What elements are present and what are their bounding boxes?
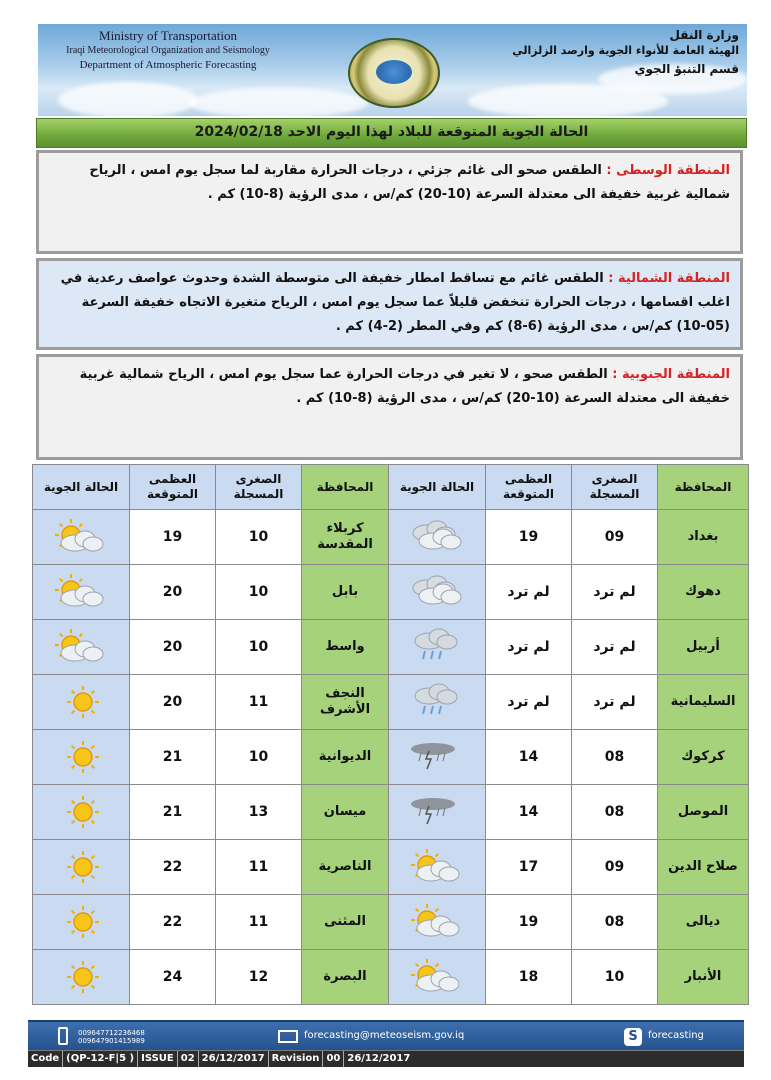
header-min-left: الصغرى المسجلة <box>216 465 302 510</box>
max-temp-cell: 14 <box>486 785 572 840</box>
phone-icon <box>58 1027 68 1045</box>
max-temp-cell: 17 <box>486 840 572 895</box>
weather-cell <box>389 510 486 565</box>
max-temp-cell: 22 <box>130 895 216 950</box>
phone-1: 009647712236468 <box>78 1029 145 1037</box>
min-temp-cell: 09 <box>572 510 658 565</box>
governorate-cell: المثنى <box>302 895 389 950</box>
governorate-cell: ميسان <box>302 785 389 840</box>
issue-date: 26/12/2017 <box>199 1051 269 1067</box>
max-temp-cell: 19 <box>486 510 572 565</box>
organization-emblem-icon <box>348 38 440 108</box>
min-temp-cell: 11 <box>216 675 302 730</box>
min-temp-cell: 10 <box>216 510 302 565</box>
sunny-icon <box>53 859 109 875</box>
weather-cell <box>389 785 486 840</box>
sunny-icon <box>53 969 109 985</box>
partly-cloudy-icon <box>409 859 465 875</box>
sunny-icon <box>53 804 109 820</box>
footer <box>28 1020 744 1070</box>
partly-cloudy-icon <box>53 639 109 655</box>
partly-cloudy-icon <box>409 969 465 985</box>
issue-number: 02 <box>178 1051 199 1067</box>
contact-skype: forecasting <box>648 1030 704 1041</box>
governorate-cell: الأنبار <box>658 950 749 1005</box>
max-temp-cell: 21 <box>130 785 216 840</box>
weather-cell <box>33 730 130 785</box>
min-temp-cell: 08 <box>572 730 658 785</box>
header-banner <box>38 24 747 116</box>
governorate-cell: دهوك <box>658 565 749 620</box>
header-weather-right: الحالة الجوية <box>389 465 486 510</box>
max-temp-cell: 18 <box>486 950 572 1005</box>
revision-number: 00 <box>323 1051 344 1067</box>
header-governorate-right: المحافظة <box>658 465 749 510</box>
min-temp-cell: 10 <box>216 620 302 675</box>
table-row <box>33 620 749 675</box>
region-central <box>36 150 743 254</box>
region-south <box>36 354 743 460</box>
governorate-cell: الديوانية <box>302 730 389 785</box>
min-temp-cell: 11 <box>216 895 302 950</box>
table-row <box>33 840 749 895</box>
header-weather-left: الحالة الجوية <box>33 465 130 510</box>
footer-contact-bar <box>28 1020 744 1052</box>
weather-cell <box>389 730 486 785</box>
weather-cell <box>33 840 130 895</box>
ministry-name-ar: وزارة النقل <box>669 28 739 42</box>
max-temp-cell: لم ترد <box>486 675 572 730</box>
min-temp-cell: لم ترد <box>572 565 658 620</box>
weather-cell <box>389 895 486 950</box>
rain-cloud-icon <box>409 694 465 710</box>
forecast-title: الحالة الجوية المتوقعة للبلاد لهذا اليوم الاحد 2024/02/18 <box>194 124 589 140</box>
header-max-left: العظمى المتوقعة <box>130 465 216 510</box>
table-row <box>33 730 749 785</box>
max-temp-cell: 19 <box>486 895 572 950</box>
sunny-icon <box>53 914 109 930</box>
region-north-text: الطقس غائم مع تساقط امطار خفيفة الى متوسطة الشدة وحدوث عواصف رعدية في اغلب اقسامها ، درجات الحرارة تنخفض قليلاً عما سجل يوم امس ، الرياح متغيرة الاتجاه خفيفة السرعة (05-10) كم/س ، مدى الرؤية (6-8) كم وفي المطر (2-4) كم . <box>60 271 730 334</box>
header-max-right: العظمى المتوقعة <box>486 465 572 510</box>
code-value: (QP-12-F|5 ) <box>63 1051 138 1067</box>
weather-cell <box>33 895 130 950</box>
max-temp-cell: لم ترد <box>486 620 572 675</box>
phone-2: 009647901415989 <box>78 1037 145 1045</box>
max-temp-cell: 20 <box>130 620 216 675</box>
weather-cell <box>389 675 486 730</box>
governorate-cell: أربيل <box>658 620 749 675</box>
forecast-table <box>32 464 749 1005</box>
governorate-cell: الموصل <box>658 785 749 840</box>
region-south-text: الطقس صحو ، لا تغير في درجات الحرارة عما سجل يوم امس ، الرياح شمالية غربية خفيفة الى معتدلة السرعة (10-20) كم/س ، مدى الرؤية (8-10) كم . <box>79 367 730 406</box>
max-temp-cell: لم ترد <box>486 565 572 620</box>
min-temp-cell: لم ترد <box>572 620 658 675</box>
table-row <box>33 565 749 620</box>
sunny-icon <box>53 749 109 765</box>
weather-cell <box>33 510 130 565</box>
governorate-cell: كركوك <box>658 730 749 785</box>
region-north <box>36 258 743 350</box>
max-temp-cell: 22 <box>130 840 216 895</box>
governorate-cell: البصرة <box>302 950 389 1005</box>
department-name-ar: قسم التنبؤ الجوي <box>634 62 739 76</box>
min-temp-cell: 10 <box>216 565 302 620</box>
table-row <box>33 675 749 730</box>
weather-cell <box>389 565 486 620</box>
weather-cell <box>33 785 130 840</box>
max-temp-cell: 14 <box>486 730 572 785</box>
weather-cell <box>33 565 130 620</box>
weather-cell <box>389 950 486 1005</box>
governorate-cell: النجف الأشرف <box>302 675 389 730</box>
header-governorate-left: المحافظة <box>302 465 389 510</box>
min-temp-cell: 08 <box>572 895 658 950</box>
max-temp-cell: 24 <box>130 950 216 1005</box>
issue-label: ISSUE <box>138 1051 178 1067</box>
region-central-text: الطقس صحو الى غائم جزئي ، درجات الحرارة مقاربة لما سجل يوم امس ، الرياح شمالية غربية خفيفة الى معتدلة السرعة (10-20) كم/س ، مدى الرؤية (8-10) كم . <box>89 163 730 202</box>
weather-cell <box>33 950 130 1005</box>
governorate-cell: بابل <box>302 565 389 620</box>
governorate-cell: واسط <box>302 620 389 675</box>
governorate-cell: كربلاء المقدسة <box>302 510 389 565</box>
header-arabic <box>479 28 739 78</box>
governorate-cell: صلاح الدين <box>658 840 749 895</box>
governorate-cell: بغداد <box>658 510 749 565</box>
envelope-icon <box>278 1030 298 1043</box>
revision-label: Revision <box>269 1051 324 1067</box>
region-north-name: المنطقة الشمالية : <box>608 271 730 286</box>
organization-name-ar: الهيئة العامة للأنواء الجوية وارصد الزلزالي <box>512 44 739 57</box>
rain-cloud-icon <box>409 639 465 655</box>
region-south-name: المنطقة الجنوبية : <box>612 367 730 382</box>
forecast-title-bar <box>36 118 747 148</box>
weather-cell <box>389 620 486 675</box>
min-temp-cell: 08 <box>572 785 658 840</box>
max-temp-cell: 20 <box>130 565 216 620</box>
table-row <box>33 785 749 840</box>
governorate-cell: السليمانية <box>658 675 749 730</box>
partly-cloudy-icon <box>53 529 109 545</box>
ministry-name-en: Ministry of Transportation <box>99 28 237 43</box>
max-temp-cell: 21 <box>130 730 216 785</box>
partly-cloudy-icon <box>409 914 465 930</box>
table-row <box>33 895 749 950</box>
min-temp-cell: 12 <box>216 950 302 1005</box>
header-english <box>38 28 298 73</box>
region-central-name: المنطقة الوسطى : <box>606 163 730 178</box>
thunderstorm-icon <box>409 749 465 765</box>
min-temp-cell: 10 <box>216 730 302 785</box>
skype-icon: S <box>624 1028 642 1046</box>
contact-email: forecasting@meteoseism.gov.iq <box>304 1030 465 1041</box>
sunny-icon <box>53 694 109 710</box>
weather-cell <box>389 840 486 895</box>
document-code-bar <box>28 1050 744 1067</box>
thunderstorm-icon <box>409 804 465 820</box>
department-name-en: Department of Atmospheric Forecasting <box>79 59 257 71</box>
revision-date: 26/12/2017 <box>347 1053 411 1064</box>
table-row <box>33 950 749 1005</box>
cloudy-icon <box>409 584 465 600</box>
partly-cloudy-icon <box>53 584 109 600</box>
min-temp-cell: 09 <box>572 840 658 895</box>
weather-cell <box>33 675 130 730</box>
phone-numbers <box>78 1029 145 1045</box>
max-temp-cell: 20 <box>130 675 216 730</box>
max-temp-cell: 19 <box>130 510 216 565</box>
governorate-cell: ديالى <box>658 895 749 950</box>
code-label: Code <box>28 1051 63 1067</box>
cloudy-icon <box>409 529 465 545</box>
min-temp-cell: 11 <box>216 840 302 895</box>
organization-name-en: Iraqi Meteorological Organization and Seismology <box>66 45 270 56</box>
header-min-right: الصغرى المسجلة <box>572 465 658 510</box>
table-header-row <box>33 465 749 510</box>
governorate-cell: الناصرية <box>302 840 389 895</box>
min-temp-cell: 10 <box>572 950 658 1005</box>
weather-cell <box>33 620 130 675</box>
min-temp-cell: 13 <box>216 785 302 840</box>
min-temp-cell: لم ترد <box>572 675 658 730</box>
table-row <box>33 510 749 565</box>
